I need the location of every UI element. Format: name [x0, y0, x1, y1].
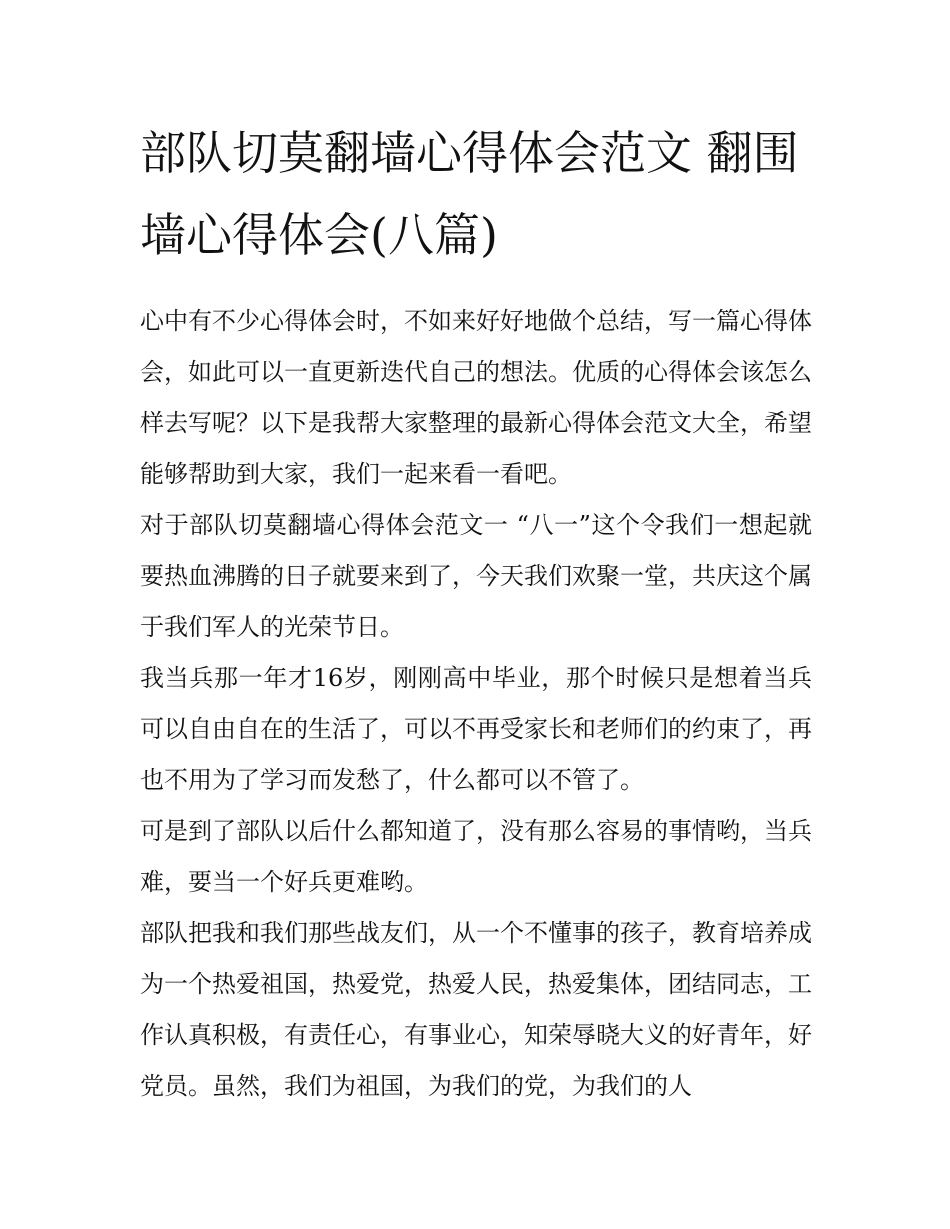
- document-title: 部队切莫翻墙心得体会范文 翻围墙心得体会(八篇): [140, 126, 799, 262]
- paragraph-hard: 可是到了部队以后什么都知道了，没有那么容易的事情哟，当兵难，要当一个好兵更难哟。: [140, 817, 812, 896]
- paragraph-growth: 部队把我和我们那些战友们，从一个不懂事的孩子，教育培养成为一个热爱祖国，热爱党，热爱人民，热爱集体，团结同志，工作认真积极，有责任心，有事业心，知荣辱晓大义的好青年，好党员。虽然，我们为祖国，为我们的党，为我们的人: [140, 919, 812, 1100]
- paragraph-enlist: 我当兵那一年才16岁，刚刚高中毕业，那个时候只是想着当兵可以自由自在的生活了，可以不再受家长和老师们的约束了，再也不用为了学习而发愁了，什么都可以不管了。: [140, 664, 812, 794]
- document-page: [140, 112, 812, 1112]
- paragraph-bayi: 对于部队切莫翻墙心得体会范文一 “八一”这个令我们一想起就要热血沸腾的日子就要来到了，今天我们欢聚一堂，共庆这个属于我们军人的光荣节日。: [140, 511, 812, 641]
- paragraph-intro: 心中有不少心得体会时，不如来好好地做个总结，写一篇心得体会，如此可以一直更新迭代自己的想法。优质的心得体会该怎么样去写呢？以下是我帮大家整理的最新心得体会范文大全，希望能够帮助到大家，我们一起来看一看吧。: [140, 307, 812, 488]
